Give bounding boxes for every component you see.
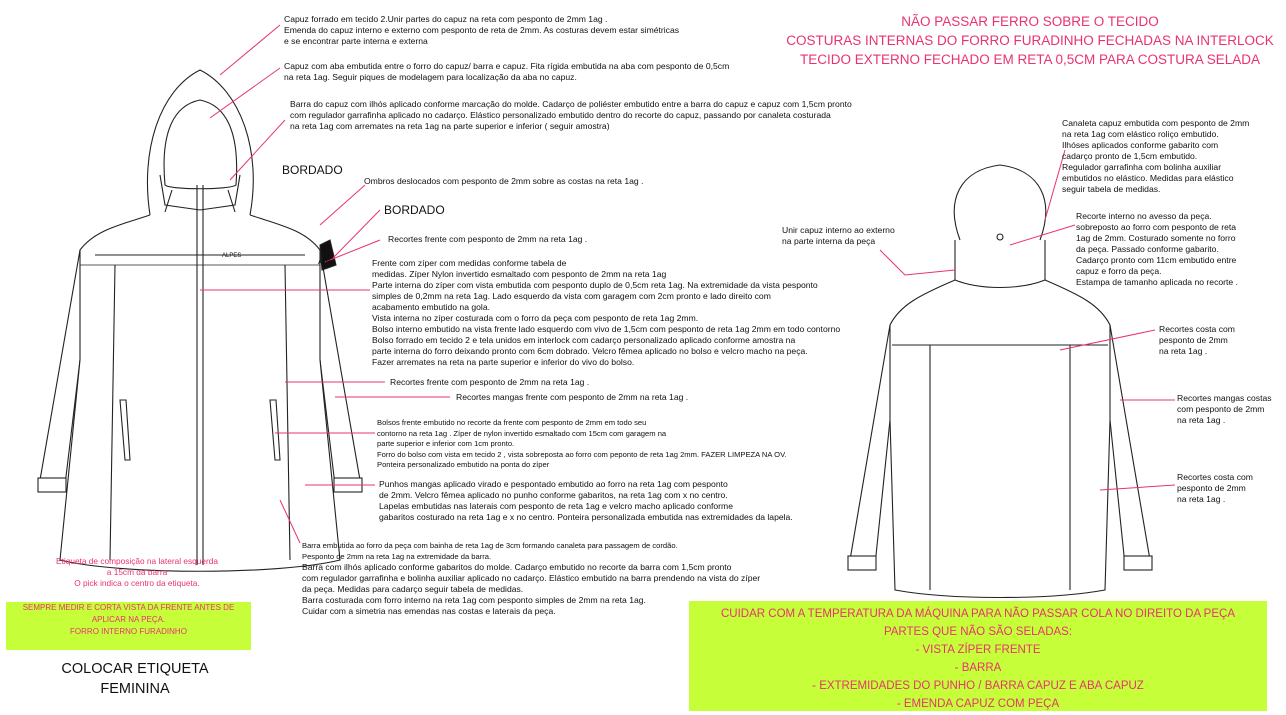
note-hood-hem: Barra do capuz com ilhós aplicado conforme marcação do molde. Cadarço de poliéster embutido entre a barra do capuz e capuz com 1,5cm pronto com regulador garrafinha aplicado no cadarço. Elástico personalizado embutido dentro do recorte do capuz, passando por canaleta costurada na reta 1ag com arremates na reta 1ag na parte superior e inferior ( seguir amostra): [290, 99, 852, 131]
seal-warning-line-4: - BARRA: [954, 662, 1002, 674]
seal-warning-line-5: - EXTREMIDADES DO PUNHO / BARRA CAPUZ E ABA CAPUZ: [812, 680, 1144, 692]
note-hem: Barra embutida ao forro da peça com bainha de reta 1ag de 3cm formando canaleta para passagem de cordão. Pesponto de 2mm na reta 1ag na extremidade da barra.: [302, 541, 678, 561]
seal-warning-line-3: - VISTA ZÍPER FRENTE: [915, 644, 1041, 656]
seal-warning-line-1: CUIDAR COM A TEMPERATURA DA MÁQUINA PARA NÃO PASSAR COLA NO DIREITO DA PEÇA: [720, 608, 1235, 620]
note-hood-brim: Capuz com aba embutida entre o forro do capuz/ barra e capuz. Fita rígida embutida na aba com pesponto de 0,5cm na reta 1ag. Seguir piques de modelagem para localização da aba no capuz.: [284, 61, 730, 82]
front-jacket-drawing: [38, 70, 362, 571]
note-cuffs: Punhos mangas aplicado virado e pespontado embutido ao forro na reta 1ag com pesponto de 2mm. Velcro fêmea aplicado no punho conforme gabaritos, na reta 1ag com x no centro. Lapelas embutidas nas laterais com pesponto de reta 1ag e velcro macho aplicado conforme gabaritos costurado na reta 1ag e x no centro. Ponteira personalizada embutida nas extremidades da lapela.: [379, 479, 793, 522]
note-shoulders: Ombros deslocados com pesponto de 2mm sobre as costas na reta 1ag .: [364, 176, 644, 186]
note-back-seams-2: Recortes costa com pesponto de 2mm na reta 1ag .: [1177, 472, 1253, 504]
note-sleeve-seams: Recortes mangas costas com pesponto de 2mm na reta 1ag .: [1177, 393, 1272, 425]
seal-warning-box: [689, 601, 1267, 711]
note-pockets: Bolsos frente embutido no recorte da frente com pesponto de 2mm em todo seu contorno na reta 1ag . Zíper de nylon invertido esmaltado com 15cm com garagem na parte superior e inferior com 1cm pronto. Forro do bolso com vista em tecido 2 , vista sobreposta ao forro com peponto de reta 1ag 2mm. FAZER LIMPEZA NA OV. Ponteira personalizado embutido na ponta do zíper: [377, 418, 787, 469]
sleeve-logo: ALP: [318, 260, 330, 266]
note-back-seams: Recortes costa com pesponto de 2mm na reta 1ag .: [1159, 324, 1235, 356]
note-hood-join: Unir capuz interno ao externo na parte interna da peça: [782, 225, 895, 246]
warning-line-2: COSTURAS INTERNAS DO FORRO FURADINHO FECHADAS NA INTERLOCK: [786, 33, 1274, 48]
cut-warning-line-3: FORRO INTERNO FURADINHO: [70, 627, 187, 636]
label-position-note: Etiqueta de composição na lateral esquerda a 15cm da barra O pick indica o centro da etiqueta.: [56, 556, 218, 588]
cut-warning-line-1: SEMPRE MEDIR E CORTA VISTA DA FRENTE ANTES DE: [22, 603, 235, 612]
warning-line-3: TECIDO EXTERNO FECHADO EM RETA 0,5CM PARA COSTURA SELADA: [799, 52, 1261, 67]
note-zipper-front: Frente com zíper com medidas conforme tabela de medidas. Zíper Nylon invertido esmaltado com pesponto de 2mm na reta 1ag Parte interna do zíper com vista embutida com pesponto duplo de 0,5cm reta 1ag. Na extremidade da vista pesponto simples de 0,2mm na reta 1ag. Lado esquerdo da vista com garagem com 2cm pronto e lado direito com acabamento embutido na gola. Vista interna no zíper costurada com o forro da peça com pesponto de reta 1ag 2mm. Bolso interno embutido na vista frente lado esquerdo com vivo de 1,5cm com pesponto de reta 1ag 2mm em todo contorno Bolso forrado em tecido 2 e tela unidos em interlock com cadarço personalizado aplicado conforme amostra na parte interna do forro deixando pronto com 6cm dobrado. Velcro fêmea aplicado no bolso e velcro macho na peça. Fazer arremates na reta na parte superior e inferior do vivo do bolso.: [372, 258, 841, 367]
note-hood-channel: Canaleta capuz embutida com pesponto de 2mm na reta 1ag com elástico roliço embutido. Ilhóses aplicados conforme gabarito com cadarço pronto de 1,5cm embutido. Regulador garrafinha com bolinha auxiliar embutidos no elástico. Medidas para elástico seguir tabela de medidas.: [1062, 118, 1250, 194]
female-label-note: COLOCAR ETIQUETA FEMININA: [61, 661, 209, 697]
note-front-seams: Recortes frente com pesponto de 2mm na reta 1ag .: [388, 234, 588, 244]
label-bordado-1: BORDADO: [282, 163, 343, 177]
cut-warning-line-2: APLICAR NA PEÇA.: [91, 615, 166, 624]
seal-warning-line-6: - EMENDA CAPUZ COM PEÇA: [896, 698, 1060, 710]
label-bordado-2: BORDADO: [384, 203, 445, 217]
note-inner-seam: Recorte interno no avesso da peça. sobreposto ao forro com pesponto de reta 1ag de 2mm. Costurado somente no forro da peça. Passado conforme gabarito. Cadarço pronto com 11cm embutido entre capuz e forro da peça. Estampa de tamanho aplicada no recorte .: [1076, 211, 1238, 287]
warning-heading: [770, 12, 1286, 69]
note-front-seams-2: Recortes frente com pesponto de 2mm na reta 1ag .: [390, 377, 590, 387]
warning-line-1: NÃO PASSAR FERRO SOBRE O TECIDO: [901, 14, 1159, 29]
note-hood-lining: Capuz forrado em tecido 2.Unir partes do capuz na reta com pesponto de 2mm 1ag . Emenda do capuz interno e externo com pesponto de reta de 2mm. As costuras devem estar simétricas e se encontrar parte interna e externa: [284, 14, 680, 46]
cut-warning-box: [6, 602, 251, 650]
note-hem-2: Barra com ilhós aplicado conforme gabaritos do molde. Cadarço embutido no recorte da barra com 1,5cm pronto com regulador garrafinha e bolinha auxiliar aplicado no cadarço. Elástico embutido na barra prendendo na vista do zíper da peça. Medidas para cadarço seguir tabela de medidas. Barra costurada com forro interno na reta 1ag com pesponto simples de 2mm na reta 1ag. Cuidar com a simetria nas emendas nas costas e laterais da peça.: [302, 562, 761, 616]
note-sleeve-front: Recortes mangas frente com pesponto de 2mm na reta 1ag .: [456, 392, 689, 402]
seal-warning-line-2: PARTES QUE NÃO SÃO SELADAS:: [883, 626, 1073, 638]
chest-logo: ALPES: [222, 253, 242, 259]
